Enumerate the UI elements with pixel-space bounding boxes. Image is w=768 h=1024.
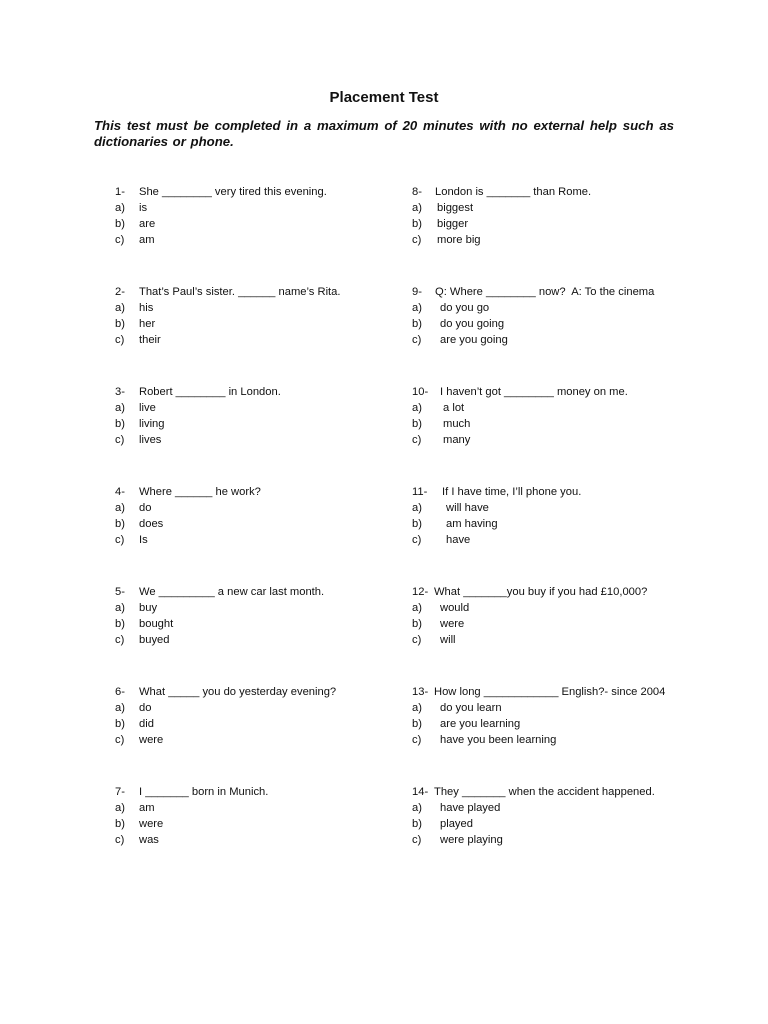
answer-option-a xyxy=(115,300,435,316)
question-5 xyxy=(115,584,435,684)
option-label: c) xyxy=(115,634,125,646)
option-label: b) xyxy=(115,718,125,730)
option-text: buy xyxy=(139,602,158,614)
questions-left-column xyxy=(115,184,435,884)
question-8 xyxy=(412,184,732,284)
option-text: have xyxy=(446,534,471,546)
question-14 xyxy=(412,784,732,884)
option-label: a) xyxy=(412,802,422,814)
option-text: were xyxy=(440,618,465,630)
option-text: lives xyxy=(139,434,162,446)
option-text: biggest xyxy=(437,202,474,214)
question-stem: We _________ a new car last month. xyxy=(139,586,325,598)
question-stem: Q: Where ________ now? A: To the cinema xyxy=(435,286,655,298)
option-text: have you been learning xyxy=(440,734,557,746)
question-stem-line xyxy=(115,684,435,700)
answer-option-b xyxy=(412,316,732,332)
option-text: did xyxy=(139,718,154,730)
answer-option-c xyxy=(412,732,732,748)
question-stem: Where ______ he work? xyxy=(139,486,261,498)
option-text: buyed xyxy=(139,634,170,646)
question-11 xyxy=(412,484,732,584)
question-13 xyxy=(412,684,732,784)
option-text: am having xyxy=(446,518,498,530)
question-number: 9- xyxy=(412,286,422,298)
question-12 xyxy=(412,584,732,684)
question-stem-line xyxy=(115,384,435,400)
option-text: were xyxy=(139,734,164,746)
option-label: b) xyxy=(115,518,125,530)
question-stem-line xyxy=(412,184,732,200)
answer-option-c xyxy=(412,832,732,848)
question-stem-line xyxy=(115,784,435,800)
option-text: bought xyxy=(139,618,174,630)
option-label: c) xyxy=(412,534,422,546)
answer-option-b xyxy=(115,616,435,632)
option-label: a) xyxy=(412,602,422,614)
answer-option-a xyxy=(412,600,732,616)
option-text: are you going xyxy=(440,334,508,346)
option-text: do xyxy=(139,502,152,514)
answer-option-a xyxy=(115,700,435,716)
answer-option-a xyxy=(412,800,732,816)
answer-option-c xyxy=(412,332,732,348)
question-4 xyxy=(115,484,435,584)
answer-option-c xyxy=(412,432,732,448)
question-number: 2- xyxy=(115,286,125,298)
question-stem-line xyxy=(115,284,435,300)
question-stem: How long ____________ English?- since 2004 xyxy=(434,686,666,698)
option-label: c) xyxy=(412,334,422,346)
option-text: much xyxy=(443,418,471,430)
question-stem-line xyxy=(115,584,435,600)
option-label: b) xyxy=(115,818,125,830)
option-text: their xyxy=(139,334,161,346)
option-label: c) xyxy=(412,634,422,646)
question-stem: I haven’t got ________ money on me. xyxy=(440,386,628,398)
option-text: were playing xyxy=(440,834,503,846)
option-label: b) xyxy=(412,318,422,330)
option-text: am xyxy=(139,802,155,814)
option-text: a lot xyxy=(443,402,465,414)
answer-option-c xyxy=(412,532,732,548)
question-7 xyxy=(115,784,435,884)
question-number: 7- xyxy=(115,786,125,798)
question-6 xyxy=(115,684,435,784)
question-1 xyxy=(115,184,435,284)
answer-option-a xyxy=(115,500,435,516)
question-stem: Robert ________ in London. xyxy=(139,386,281,398)
answer-option-c xyxy=(115,332,435,348)
option-text: bigger xyxy=(437,218,469,230)
answer-option-a xyxy=(412,700,732,716)
option-label: b) xyxy=(412,818,422,830)
page-title: Placement Test xyxy=(329,89,439,106)
answer-option-c xyxy=(115,532,435,548)
question-stem-line xyxy=(412,584,732,600)
question-number: 4- xyxy=(115,486,125,498)
option-label: c) xyxy=(115,234,125,246)
question-number: 5- xyxy=(115,586,125,598)
question-stem-line xyxy=(412,484,732,500)
answer-option-b xyxy=(115,416,435,432)
answer-option-b xyxy=(412,716,732,732)
option-text: played xyxy=(440,818,473,830)
answer-option-b xyxy=(115,216,435,232)
option-label: b) xyxy=(412,418,422,430)
question-stem-line xyxy=(115,484,435,500)
question-number: 3- xyxy=(115,386,125,398)
answer-option-a xyxy=(412,300,732,316)
question-stem: London is _______ than Rome. xyxy=(435,186,592,198)
option-text: do you learn xyxy=(440,702,502,714)
option-text: do you go xyxy=(440,302,490,314)
option-label: b) xyxy=(115,218,125,230)
option-text: have played xyxy=(440,802,501,814)
question-number: 10- xyxy=(412,386,429,398)
questions-right-column xyxy=(412,184,732,884)
answer-option-a xyxy=(115,200,435,216)
option-text: is xyxy=(139,202,148,214)
option-label: b) xyxy=(115,618,125,630)
option-label: a) xyxy=(412,402,422,414)
answer-option-b xyxy=(115,816,435,832)
option-label: b) xyxy=(412,618,422,630)
option-label: a) xyxy=(115,302,125,314)
answer-option-a xyxy=(412,200,732,216)
option-label: a) xyxy=(115,402,125,414)
option-label: b) xyxy=(412,218,422,230)
answer-option-b xyxy=(115,316,435,332)
option-label: c) xyxy=(412,834,422,846)
option-label: b) xyxy=(115,318,125,330)
answer-option-c xyxy=(115,232,435,248)
option-label: c) xyxy=(412,434,422,446)
question-number: 12- xyxy=(412,586,429,598)
question-stem-line xyxy=(412,284,732,300)
question-stem: If I have time, I’ll phone you. xyxy=(442,486,582,498)
option-text: are xyxy=(139,218,156,230)
option-label: c) xyxy=(115,434,125,446)
option-text: are you learning xyxy=(440,718,521,730)
question-stem: They _______ when the accident happened. xyxy=(434,786,655,798)
answer-option-b xyxy=(412,216,732,232)
question-stem: That’s Paul’s sister. ______ name’s Rita. xyxy=(139,286,341,298)
option-label: a) xyxy=(115,602,125,614)
option-text: am xyxy=(139,234,155,246)
option-label: b) xyxy=(412,718,422,730)
option-label: c) xyxy=(412,234,422,246)
option-label: b) xyxy=(412,518,422,530)
answer-option-b xyxy=(412,416,732,432)
option-label: a) xyxy=(412,202,422,214)
answer-option-c xyxy=(115,432,435,448)
question-stem-line xyxy=(412,784,732,800)
answer-option-c xyxy=(412,232,732,248)
option-label: a) xyxy=(115,502,125,514)
option-label: b) xyxy=(115,418,125,430)
question-stem: What _____ you do yesterday evening? xyxy=(139,686,337,698)
option-label: c) xyxy=(412,734,422,746)
answer-option-b xyxy=(115,716,435,732)
option-text: will xyxy=(440,634,456,646)
question-9 xyxy=(412,284,732,384)
option-text: was xyxy=(139,834,159,846)
option-label: a) xyxy=(412,302,422,314)
option-label: c) xyxy=(115,734,125,746)
option-label: c) xyxy=(115,534,125,546)
answer-option-c xyxy=(115,832,435,848)
question-2 xyxy=(115,284,435,384)
option-label: a) xyxy=(115,202,125,214)
option-label: a) xyxy=(412,702,422,714)
option-text: live xyxy=(139,402,156,414)
question-stem: She ________ very tired this evening. xyxy=(139,186,327,198)
option-label: a) xyxy=(115,802,125,814)
question-number: 14- xyxy=(412,786,429,798)
answer-option-b xyxy=(412,616,732,632)
question-stem: What _______you buy if you had £10,000? xyxy=(434,586,648,598)
question-number: 1- xyxy=(115,186,125,198)
answer-option-a xyxy=(115,600,435,616)
question-stem: I _______ born in Munich. xyxy=(139,786,269,798)
answer-option-a xyxy=(412,500,732,516)
question-number: 11- xyxy=(412,486,428,498)
answer-option-a xyxy=(412,400,732,416)
option-text: living xyxy=(139,418,165,430)
option-text: Is xyxy=(139,534,148,546)
question-stem-line xyxy=(412,684,732,700)
answer-option-b xyxy=(412,816,732,832)
question-3 xyxy=(115,384,435,484)
option-label: c) xyxy=(115,834,125,846)
answer-option-c xyxy=(412,632,732,648)
answer-option-c xyxy=(115,632,435,648)
option-text: more big xyxy=(437,234,481,246)
option-text: do xyxy=(139,702,152,714)
option-label: a) xyxy=(115,702,125,714)
option-text: many xyxy=(443,434,471,446)
option-text: will have xyxy=(446,502,489,514)
question-stem-line xyxy=(412,384,732,400)
option-label: a) xyxy=(412,502,422,514)
question-10 xyxy=(412,384,732,484)
answer-option-a xyxy=(115,800,435,816)
answer-option-c xyxy=(115,732,435,748)
option-label: c) xyxy=(115,334,125,346)
option-text: would xyxy=(440,602,470,614)
question-number: 8- xyxy=(412,186,422,198)
question-number: 13- xyxy=(412,686,429,698)
answer-option-b xyxy=(115,516,435,532)
question-number: 6- xyxy=(115,686,125,698)
answer-option-a xyxy=(115,400,435,416)
answer-option-b xyxy=(412,516,732,532)
question-stem-line xyxy=(115,184,435,200)
option-text: do you going xyxy=(440,318,505,330)
option-text: does xyxy=(139,518,164,530)
option-text: his xyxy=(139,302,154,314)
option-text: were xyxy=(139,818,164,830)
option-text: her xyxy=(139,318,156,330)
test-instructions: This test must be completed in a maximum of 20 minutes with no external help such as dictionaries or phone. xyxy=(94,118,674,149)
